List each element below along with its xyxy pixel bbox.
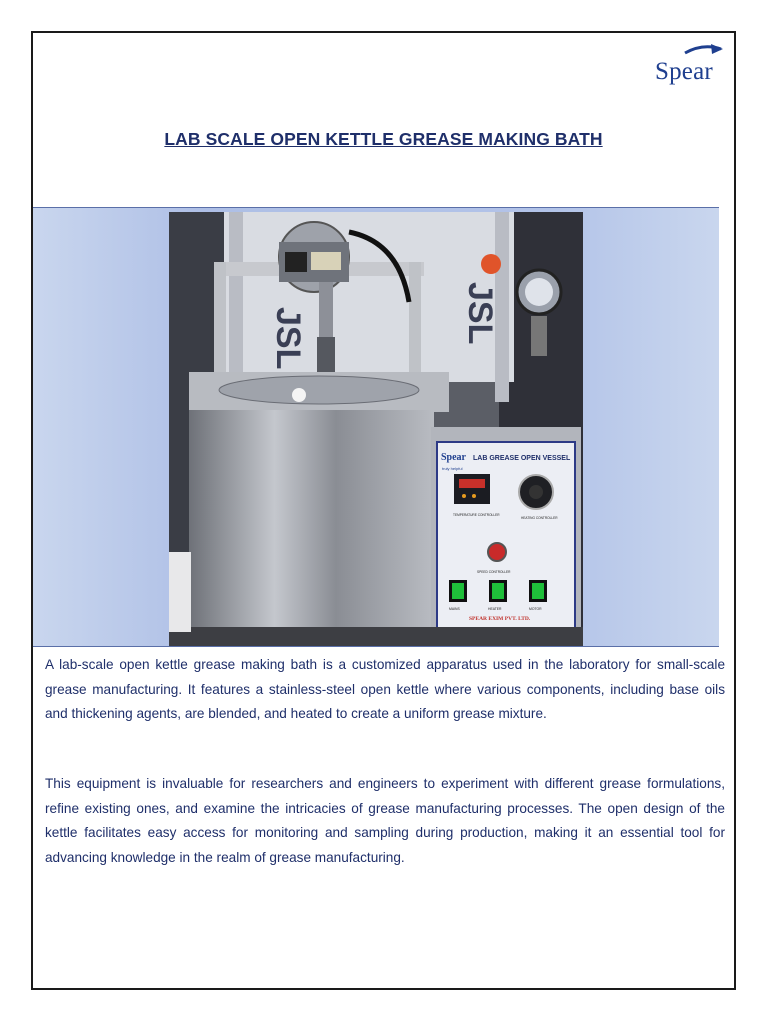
panel-tagline: truly helpful [442, 466, 463, 471]
panel-maker: SPEAR EXIM PVT. LTD. [469, 616, 531, 622]
switch-label-motor: MOTOR [529, 607, 542, 611]
speed-controller-label: SPEED CONTROLLER [477, 570, 511, 574]
wall-text-right: JSL [461, 282, 499, 345]
description-paragraph-1: A lab-scale open kettle grease making bath is a customized apparatus used in the laboratory for small-scale grease manufacturing. It features a stainless-steel open kettle where various components, including base oils and thickening agents, are blended, and heated to create a uniform grease mixture. [45, 657, 725, 721]
logo-text: Spear [655, 58, 713, 85]
switch-label-mains: MAINS [449, 607, 460, 611]
temp-controller-label: TEMPERATURE CONTROLLER [453, 513, 500, 517]
panel-brand: Spear [441, 452, 466, 463]
switch-label-heater: HEATER [488, 607, 502, 611]
wall-text-left: JSL [269, 307, 307, 370]
page-frame [31, 31, 736, 990]
panel-label: LAB GREASE OPEN VESSEL [473, 455, 571, 462]
photo-band [33, 207, 719, 647]
description-paragraph-2: This equipment is invaluable for researchers and engineers to experiment with different grease formulations, refine existing ones, and examine the intricacies of grease manufacturing processes. The open design of the kettle facilitates easy access for monitoring and sampling during production, making it an essential tool for advancing knowledge in the realm of grease manufacturing. [45, 776, 725, 865]
page-title: LAB SCALE OPEN KETTLE GREASE MAKING BATH [164, 129, 603, 149]
equipment-photo [169, 212, 583, 646]
spear-logo [653, 41, 733, 93]
heating-controller-label: HEATING CONTROLLER [521, 516, 558, 520]
